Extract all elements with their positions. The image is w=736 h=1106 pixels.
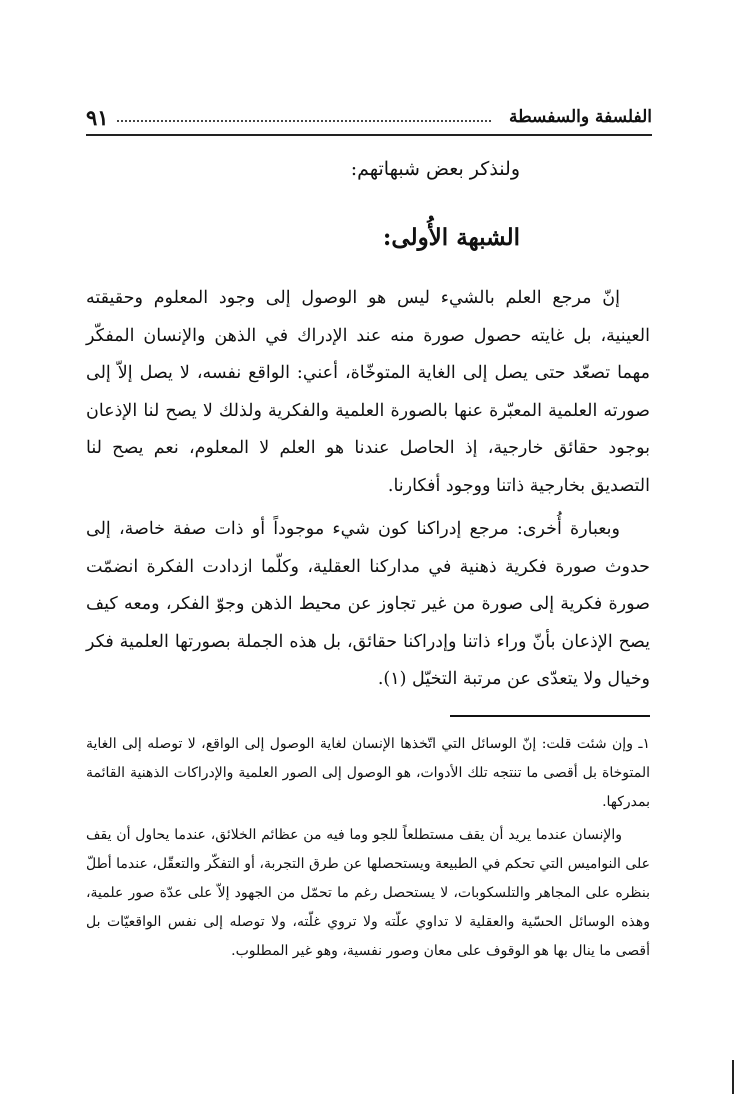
footnote-continuation: والإنسان عندما يريد أن يقف مستطلعاً للجو وما فيه من عظائم الخلائق، عندما يحاول أن يقف على النواميس التي تحكم في الطبيعة ويستحصلها عن طرق التجربة، أو التفكّر والتعقّل، عندما أطلّ بنظره على المجاهر والتلسكوبات، لا يستحصل رغم ما تحمّل من الجهود إلاّ على عدّة صور علمية، وهذه الوسائل الحسّية والعقلية لا تداوي علّته ولا تروي غلّته، ولا توصله إلى نفس الواقعيّات بل أقصى ما ينال بها هو الوقوف على معان وصور نفسية، وهو غير المطلوب. bbox=[86, 827, 650, 959]
page-number: ٩١ bbox=[86, 104, 109, 130]
footnote-separator bbox=[450, 715, 650, 717]
paragraph: إنّ مرجع العلم بالشيء ليس هو الوصول إلى وجود المعلوم وحقيقته العينية، بل غايته حصول صورة منه عند الإدراك في الذهن والإنسان المفكّر مهما تصعّد حتى يصل إلى الغاية المتوخّاة، أعني: الواقع نفسه، لا يصل إلاّ إلى صورته العلمية المعبّرة عنها بالصورة العلمية والفكرية ولذلك لا يصح لنا الإذعان بوجود حقائق خارجية، إذ الحاصل عندنا هو العلم لا المعلوم، نعم يصح لنا التصديق بخارجية ذاتنا ووجود أفكارنا. bbox=[86, 288, 650, 496]
footnote: ١ـ وإن شئت قلت: إنّ الوسائل التي اتّخذها الإنسان لغاية الوصول إلى الواقع، لا توصله إلى الغاية المتوخاة بل أقصى ما تنتجه تلك الأدوات، هو الوصول إلى الصور العلمية والإدراكات الذهنية القائمة بمدركها. bbox=[86, 736, 650, 810]
body-text bbox=[86, 280, 650, 699]
running-header bbox=[86, 100, 652, 136]
intro-line: ولنذكر بعض شبهاتهم: bbox=[350, 158, 520, 180]
section-heading: الشبهة الأُولى: bbox=[382, 224, 520, 251]
paragraph: وبعبارة أُخرى: مرجع إدراكنا كون شيء موجوداً أو ذات صفة خاصة، إلى حدوث صورة فكرية ذهنية في مداركنا العقلية، وكلّما ازدادت الفكرة انضمّت صورة فكرية إلى صورة من غير تجاوز عن محيط الذهن وجوّ الفكر، ومعه كيف يصح الإذعان بأنّ وراء ذاتنا وإدراكنا حقائق، بل هذه الجملة بصورتها العلمية فكر وخيال ولا يتعدّى عن مرتبة التخيّل (١). bbox=[86, 519, 650, 689]
header-title: الفلسفة والسفسطة bbox=[508, 107, 652, 127]
footnotes bbox=[86, 730, 650, 966]
page-edge-mark bbox=[732, 1060, 734, 1094]
header-dotted-leader bbox=[117, 112, 491, 122]
